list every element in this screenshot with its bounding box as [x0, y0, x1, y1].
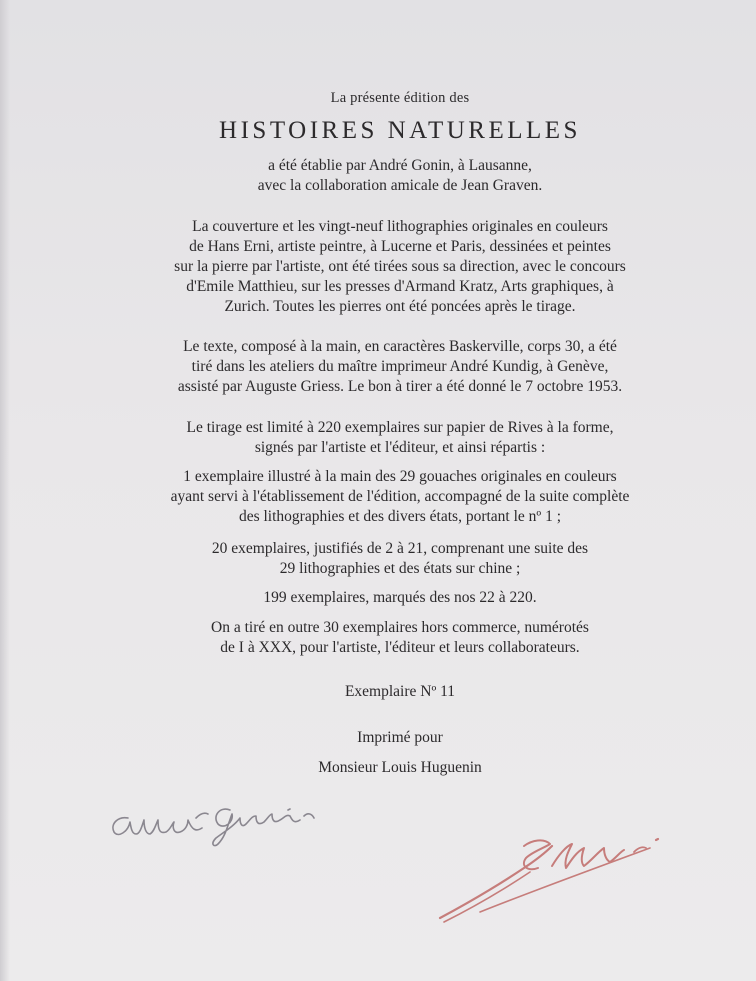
copies-remaining: 199 exemplaires, marqués des nos 22 à 220.	[263, 589, 537, 606]
page-edge-shadow	[0, 0, 10, 981]
lithographs-line: Zurich. Toutes les pierres ont été poncées après le tirage.	[224, 298, 576, 315]
hors-commerce-line: de I à XXX, pour l'artiste, l'éditeur et leurs collaborateurs.	[220, 639, 580, 656]
copy-number: Exemplaire Nº 11	[344, 683, 456, 700]
copy-one-line: ayant servi à l'établissement de l'édition, accompagné de la suite complète	[170, 488, 630, 505]
copies-twenty-paragraph	[40, 539, 756, 579]
text-setting-line: assisté par Auguste Griess. Le bon à tirer a été donné le 7 octobre 1953.	[177, 378, 623, 395]
publisher-signature	[100, 788, 340, 848]
hors-commerce-line: On a tiré en outre 30 exemplaires hors commerce, numérotés	[211, 619, 589, 636]
artist-signature	[420, 822, 720, 932]
text-setting-paragraph	[40, 337, 756, 397]
edition-credit	[40, 156, 756, 196]
recipient-name: Monsieur Louis Huguenin	[318, 759, 482, 776]
limitation-line: signés par l'artiste et l'éditeur, et ainsi répartis :	[254, 439, 546, 456]
lithographs-line: de Hans Erni, artiste peintre, à Lucerne et Paris, dessinées et peintes	[189, 238, 611, 255]
text-setting-line: tiré dans les ateliers du maître imprimeur André Kundig, à Genève,	[191, 358, 609, 375]
printed-for: Imprimé pour	[357, 729, 443, 746]
copy-one-line: 1 exemplaire illustré à la main des 29 gouaches originales en couleurs	[183, 468, 617, 485]
book-title: HISTOIRES NATURELLES	[219, 117, 581, 144]
copy-one-paragraph	[40, 467, 756, 527]
limitation-line: Le tirage est limité à 220 exemplaires sur papier de Rives à la forme,	[186, 419, 614, 436]
copies-twenty-line: 20 exemplaires, justifiés de 2 à 21, comprenant une suite des	[211, 540, 589, 557]
lithographs-paragraph	[40, 217, 756, 317]
hors-commerce-paragraph	[40, 618, 756, 658]
copies-twenty-line: 29 lithographies et des états sur chine ;	[279, 560, 521, 577]
text-setting-line: Le texte, composé à la main, en caractères Baskerville, corps 30, a été	[183, 338, 617, 355]
limitation-paragraph	[40, 418, 756, 458]
credit-line: a été établie par André Gonin, à Lausanne,	[268, 157, 532, 174]
lithographs-line: La couverture et les vingt-neuf lithographies originales en couleurs	[192, 218, 608, 235]
lithographs-line: d'Emile Matthieu, sur les presses d'Armand Kratz, Arts graphiques, à	[186, 278, 614, 295]
edition-intro: La présente édition des	[330, 90, 470, 106]
credit-line: avec la collaboration amicale de Jean Graven.	[257, 177, 543, 194]
copy-one-line: des lithographies et des divers états, portant le nº 1 ;	[238, 508, 562, 525]
lithographs-line: sur la pierre par l'artiste, ont été tirées sous sa direction, avec le concours	[174, 258, 626, 275]
